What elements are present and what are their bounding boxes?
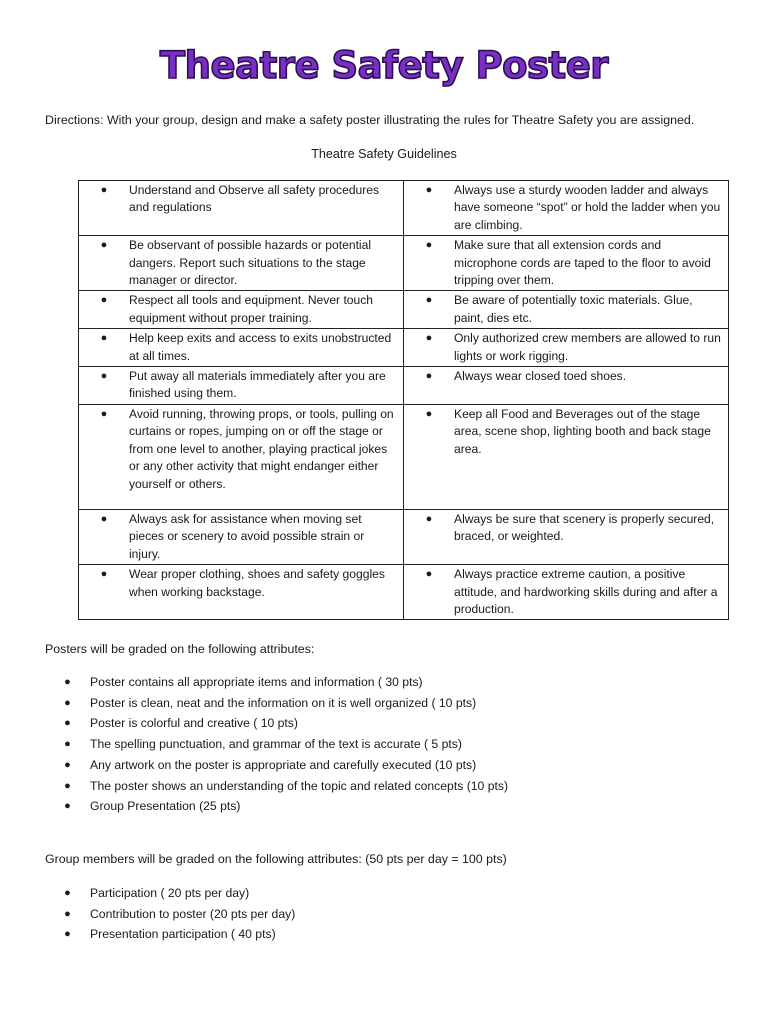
table-cell (79, 236, 404, 291)
table-row (79, 565, 729, 620)
table-row (79, 367, 729, 405)
list-item-text: Poster is clean, neat and the information on it is well organized ( 10 pts) (90, 695, 477, 710)
list-item (45, 713, 508, 734)
guideline-text: Always use a sturdy wooden ladder and always have someone “spot” or hold the ladder when you are climbing. (454, 183, 721, 232)
bullet-icon: ● (425, 370, 433, 383)
guideline-text: Be aware of potentially toxic materials. Glue, paint, dies etc. (454, 293, 693, 325)
table-cell (404, 236, 729, 291)
guideline-text: Put away all materials immediately after you are finished using them. (129, 369, 386, 401)
bullet-icon: ● (64, 907, 71, 920)
guidelines-table (78, 180, 729, 620)
bullet-icon: ● (64, 758, 71, 771)
table-row (79, 236, 729, 291)
list-item-text: Presentation participation ( 40 pts) (90, 927, 276, 942)
list-item-text: The spelling punctuation, and grammar of the text is accurate ( 5 pts) (90, 737, 462, 752)
list-item-text: Poster contains all appropriate items and information ( 30 pts) (90, 675, 423, 689)
table-cell (404, 329, 729, 367)
bullet-icon: ● (64, 676, 71, 688)
directions-text: Directions: With your group, design and make a safety poster illustrating the rules for Theatre Safety you are assigned. (45, 113, 695, 127)
list-item-text: The poster shows an understanding of the topic and related concepts (10 pts) (90, 778, 509, 793)
list-item (45, 672, 508, 693)
member-attributes-list (45, 883, 295, 945)
posters-heading: Posters will be graded on the following attributes: (45, 642, 315, 656)
list-item-text: Any artwork on the poster is appropriate and carefully executed (10 pts) (90, 757, 477, 772)
list-item (45, 796, 508, 817)
list-item (45, 776, 508, 797)
table-cell (404, 565, 729, 620)
list-item (45, 883, 295, 904)
bullet-icon: ● (425, 407, 433, 420)
bullet-icon: ● (64, 717, 71, 730)
poster-attributes-list (45, 672, 508, 817)
bullet-icon: ● (425, 568, 433, 581)
guideline-text: Always practice extreme caution, a positive attitude, and hardworking skills during and after a production. (454, 567, 718, 616)
bullet-icon: ● (100, 568, 108, 581)
guideline-text: Be observant of possible hazards or potential dangers. Report such situations to the stage manager or director. (129, 238, 372, 288)
bullet-icon: ● (64, 738, 71, 751)
table-cell (404, 404, 729, 509)
bullet-icon: ● (100, 407, 108, 420)
table-cell (79, 509, 404, 564)
table-row (79, 509, 729, 564)
table-cell (79, 291, 404, 329)
bullet-icon: ● (64, 800, 71, 813)
table-cell (79, 329, 404, 367)
list-item (45, 755, 508, 776)
table-cell (404, 291, 729, 329)
table-cell (404, 367, 729, 405)
list-item (45, 924, 295, 945)
guideline-text: Avoid running, throwing props, or tools, pulling on curtains or ropes, jumping on or off the stage or from one level to another, playing practical jokes or any other activity that might endanger either yourself or others. (129, 406, 394, 491)
list-item-text: Contribution to poster (20 pts per day) (90, 906, 296, 921)
bullet-icon: ● (64, 779, 71, 792)
bullet-icon: ● (425, 239, 433, 252)
list-item-text: Participation ( 20 pts per day) (90, 886, 250, 900)
bullet-icon: ● (100, 239, 108, 252)
table-row (79, 181, 729, 236)
guideline-text: Wear proper clothing, shoes and safety goggles when working backstage. (129, 567, 385, 599)
guideline-text: Help keep exits and access to exits unobstructed at all times. (129, 331, 392, 363)
members-heading: Group members will be graded on the following attributes: (50 pts per day = 100 pts) (45, 852, 507, 866)
guideline-text: Respect all tools and equipment. Never touch equipment without proper training. (129, 293, 374, 325)
table-row (79, 291, 729, 329)
list-item (45, 734, 508, 755)
bullet-icon: ● (425, 512, 433, 525)
page-title: Theatre Safety Poster (159, 44, 609, 87)
guideline-text: Always be sure that scenery is properly secured, braced, or weighted. (454, 511, 715, 544)
bullet-icon: ● (425, 294, 433, 307)
table-cell (79, 565, 404, 620)
bullet-icon: ● (100, 370, 108, 383)
table-cell (79, 404, 404, 509)
guidelines-subtitle: Theatre Safety Guidelines (311, 147, 457, 161)
bullet-icon: ● (64, 696, 71, 709)
bullet-icon: ● (425, 332, 433, 345)
guideline-text: Always ask for assistance when moving set pieces or scenery to avoid possible strain or injury. (129, 511, 365, 561)
guideline-text: Understand and Observe all safety procedures and regulations (129, 183, 380, 215)
list-item-text: Poster is colorful and creative ( 10 pts) (90, 716, 298, 731)
table-row (79, 329, 729, 367)
bullet-icon: ● (64, 887, 71, 899)
list-item (45, 904, 295, 925)
guideline-text: Only authorized crew members are allowed to run lights or work rigging. (454, 331, 721, 363)
guideline-text: Make sure that all extension cords and microphone cords are taped to the floor to avoid tripping over them. (454, 238, 711, 288)
table-row (79, 404, 729, 509)
table-cell (79, 367, 404, 405)
bullet-icon: ● (100, 294, 108, 307)
bullet-icon: ● (64, 928, 71, 941)
bullet-icon: ● (425, 184, 433, 196)
table-cell (79, 181, 404, 236)
guideline-text: Keep all Food and Beverages out of the stage area, scene shop, lighting booth and back stage area. (454, 406, 711, 456)
bullet-icon: ● (100, 332, 108, 345)
table-cell (404, 181, 729, 236)
table-cell (404, 509, 729, 564)
guideline-text: Always wear closed toed shoes. (454, 369, 627, 384)
list-item (45, 693, 508, 714)
bullet-icon: ● (100, 184, 108, 196)
bullet-icon: ● (100, 512, 108, 525)
list-item-text: Group Presentation (25 pts) (90, 799, 241, 814)
